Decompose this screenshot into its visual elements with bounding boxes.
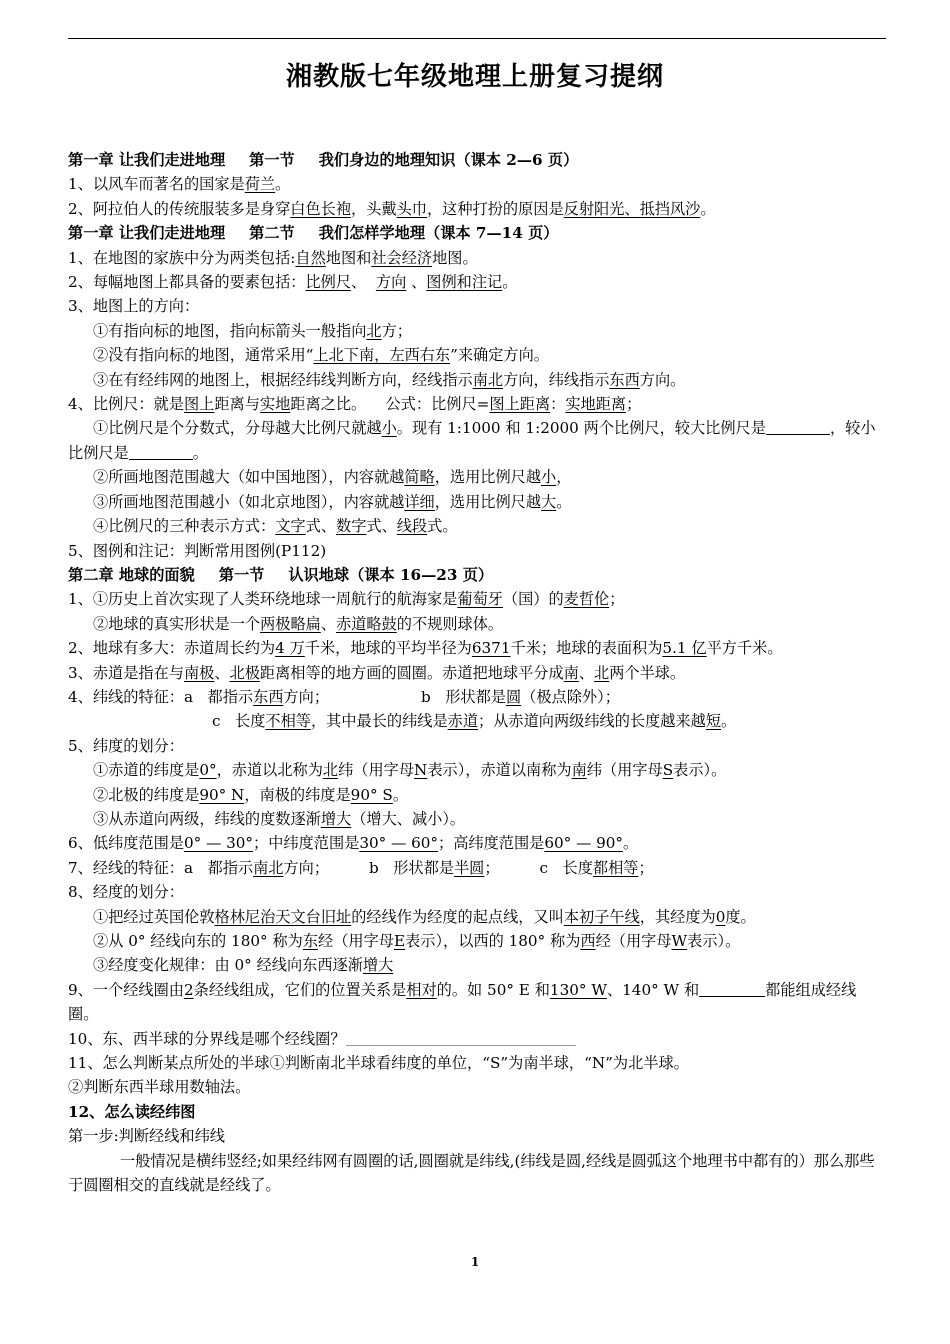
answer: 荷兰 — [244, 175, 276, 194]
line-7: ②没有指向标的地图，通常采用“上北下南，左西右东”来确定方向。 — [93, 346, 549, 365]
answer: 北 — [322, 761, 339, 780]
answer: 南极 — [183, 663, 215, 682]
answer: 90° N — [199, 785, 245, 804]
line-34: ②判断东西半球用数轴法。 — [68, 1078, 251, 1097]
answer: 文字 — [275, 517, 306, 536]
line-4: 2、每幅地图上都具备的要素包括：比例尺、 方向 、图例和注记。 — [68, 273, 518, 292]
answer: 反射阳光、抵挡风沙 — [563, 199, 701, 218]
answer: 90° S — [350, 785, 393, 804]
answer: 实地距离 — [565, 395, 627, 414]
answer: 北极 — [229, 663, 260, 682]
line-9: 4、比例尺：就是图上距离与实地距离之比。 公式：比例尺=图上距离：实地距离； — [68, 395, 642, 414]
answer: 南北 — [472, 370, 504, 389]
answer: 130° W — [549, 980, 607, 999]
answer: 5.1 亿 — [662, 639, 707, 658]
answer: 小 — [541, 468, 557, 487]
document-title: 湘教版七年级地理上册复习提纲 — [285, 62, 664, 92]
answer: E — [393, 932, 406, 950]
section-heading-1: 第一章 让我们走进地理 第一节 我们身边的地理知识（课本 2—6 页） — [68, 151, 579, 169]
answer: 2 — [183, 980, 194, 999]
answer: 数字 — [336, 517, 367, 536]
answer: 两极略扁 — [260, 614, 321, 633]
line-17: 2、地球有多大：赤道周长约为4 万千米，地球的平均半径为6371千米；地球的表面积为5.1 亿平方千米。 — [68, 639, 783, 658]
line-26: 7、经线的特征：a 都指示南北方向； b 形状都是半圆； c 长度都相等； — [68, 858, 654, 877]
answer: 线段 — [396, 517, 428, 536]
line-30: ③经度变化规律：由 0° 经线向东西逐渐增大 — [93, 956, 394, 975]
fill-blank — [766, 420, 830, 435]
answer: 小 — [381, 419, 397, 438]
line-1: 1、以风车而著名的国家是荷兰。 — [68, 175, 291, 194]
line-37: 一般情况是横纬竖经;如果经纬网有圆圈的话,圆圈就是纬线,(纬线是圆,经线是圆弧这个地理书中都有的）那么那些于圆圈相交的直线就是经线了。 — [68, 1151, 875, 1195]
answer: 相对 — [406, 980, 437, 999]
line-35: 12、怎么读经纬图 — [68, 1102, 196, 1121]
line-19: 4、纬线的特征：a 都指示东西方向； b 形状都是圆（极点除外）； — [68, 687, 620, 706]
document-body — [68, 148, 886, 1197]
answer: 北 — [594, 663, 610, 682]
answer: 南 — [571, 761, 587, 780]
answer: 30° — 60° — [359, 834, 439, 853]
answer: W — [671, 932, 688, 950]
answer: 图上距离 — [489, 395, 551, 414]
line-14: 5、图例和注记：判断常用图例(P112) — [68, 541, 327, 560]
line-36: 第一步:判断经线和纬线 — [68, 1127, 225, 1146]
answer: 详细 — [404, 492, 435, 511]
line-8: ③在有经纬网的地图上，根据经纬线判断方向，经线指示南北方向，纬线指示东西方向。 — [93, 370, 686, 389]
line-12: ③所画地图范围越小（如北京地图），内容就越详细，选用比例尺越大。 — [93, 492, 572, 511]
answer: 南北 — [253, 858, 284, 877]
line-15: 1、①历史上首次实现了人类环绕地球一周航行的航海家是葡萄牙（国）的麦哲伦； — [68, 590, 625, 609]
line-32: 10、东、西半球的分界线是哪个经线圈？ — [68, 1027, 886, 1051]
answer: 麦哲伦 — [563, 590, 610, 609]
answer: 大 — [541, 492, 557, 511]
answer: 0 — [715, 907, 726, 926]
line-31: 9、一个经线圈由2条经线组成，它们的位置关系是相对的。如 50° E 和130° W、140° W 和 都能组成经线圈。 — [68, 980, 857, 1024]
answer: 东西 — [609, 370, 640, 389]
line-29: ②从 0° 经线向东的 180° 称为东经（用字母E表示），以西的 180° 称为西经（用字母W表示）。 — [93, 932, 741, 950]
answer: 头巾 — [396, 199, 427, 218]
line-16: ②地球的真实形状是一个两极略扁、赤道略鼓的不规则球体。 — [93, 614, 504, 633]
line-28: ①把经过英国伦敦格林尼治天文台旧址的经线作为经度的起点线，又叫本初子午线，其经度为0度。 — [93, 907, 756, 926]
line-11: ②所画地图范围越大（如中国地图），内容就越简略，选用比例尺越小， — [93, 468, 572, 487]
answer: 比例尺 — [305, 273, 352, 292]
line-27: 8、经度的划分： — [68, 883, 184, 902]
line-20: c 长度不相等，其中最长的纬线是赤道；从赤道向两级纬线的长度越来越短。 — [212, 712, 737, 731]
line-21: 5、纬度的划分： — [68, 736, 184, 755]
answer: 增大 — [320, 809, 352, 828]
answer: 南 — [563, 663, 579, 682]
answer: 格林尼治天文台旧址 — [214, 907, 352, 926]
page-number: 1 — [470, 1255, 480, 1269]
line-24: ③从赤道向两级，纬线的度数逐渐增大（增大、减小）。 — [93, 809, 466, 828]
answer: 赤道 — [447, 712, 478, 731]
answer: 短 — [705, 712, 721, 731]
answer: 北 — [366, 321, 382, 340]
line-6: ①有指向标的地图，指向标箭头一般指向北方； — [93, 321, 412, 340]
line-18: 3、赤道是指在与南极、北极距离相等的地方画的圆圈。赤道把地球平分成南、北两个半球。 — [68, 663, 686, 682]
answer: 0° — 30° — [183, 834, 254, 853]
answer: 本初子午线 — [563, 907, 640, 926]
answer: 6371 — [471, 639, 511, 658]
answer: 圆 — [505, 687, 522, 706]
answer: 葡萄牙 — [457, 590, 503, 609]
answer: 简略 — [404, 468, 435, 487]
answer: 增大 — [362, 956, 394, 975]
answer: 西 — [580, 932, 596, 950]
line-25: 6、低纬度范围是0° — 30°；中纬度范围是30° — 60°；高纬度范围是60° — 90°。 — [68, 834, 639, 853]
answer: 都相等 — [592, 858, 639, 877]
section-heading-3: 第二章 地球的面貌 第一节 认识地球（课本 16—23 页） — [68, 565, 494, 584]
top-rule — [68, 38, 886, 39]
answer: S — [662, 761, 674, 780]
fill-blank — [129, 445, 193, 460]
line-22: ①赤道的纬度是0°，赤道以北称为北纬（用字母N表示），赤道以南称为南纬（用字母S表示）。 — [93, 761, 727, 780]
answer: 半圆 — [453, 858, 485, 877]
answer: 60° — 90° — [544, 834, 624, 853]
line-3: 1、在地图的家族中分为两类包括:自然地图和社会经济地图。 — [68, 248, 478, 267]
answer: 社会经济 — [371, 248, 433, 267]
answer: 白色长袍 — [290, 199, 352, 218]
line-5: 3、地图上的方向： — [68, 297, 200, 316]
answer: 东 — [302, 932, 319, 950]
answer: 图例和注记 — [426, 273, 503, 292]
line-10: ①比例尺是个分数式，分母越大比例尺就越小。现有 1:1000 和 1:2000 两个比例尺，较大比例尺是 ，较小比例尺是 。 — [68, 419, 876, 462]
answer: 上北下南，左西右东 — [313, 346, 451, 365]
answer: N — [414, 761, 428, 780]
answer: 自然 — [295, 248, 326, 267]
line-2: 2、阿拉伯人的传统服装多是身穿白色长袍，头戴头巾，这种打扮的原因是反射阳光、抵挡风沙。 — [68, 199, 716, 218]
section-heading-2: 第一章 让我们走进地理 第二节 我们怎样学地理（课本 7—14 页） — [68, 224, 559, 243]
answer: 方向 — [375, 273, 407, 292]
fill-blank — [699, 982, 765, 997]
answer: 4 万 — [275, 639, 305, 658]
fill-blank — [346, 1031, 576, 1046]
answer: 0° — [199, 761, 217, 780]
answer: 赤道略鼓 — [336, 614, 397, 633]
answer: 图上 — [183, 395, 215, 414]
answer: 不相等 — [265, 712, 311, 731]
line-23: ②北极的纬度是90° N，南极的纬度是90° S。 — [93, 785, 409, 804]
answer: 实地 — [259, 395, 291, 414]
line-33: 11、怎么判断某点所处的半球①判断南北半球看纬度的单位，“S”为南半球，“N”为北半球。 — [68, 1054, 689, 1073]
line-13: ④比例尺的三种表示方式：文字式、数字式、线段式。 — [93, 517, 458, 536]
answer: 东西 — [253, 687, 284, 706]
